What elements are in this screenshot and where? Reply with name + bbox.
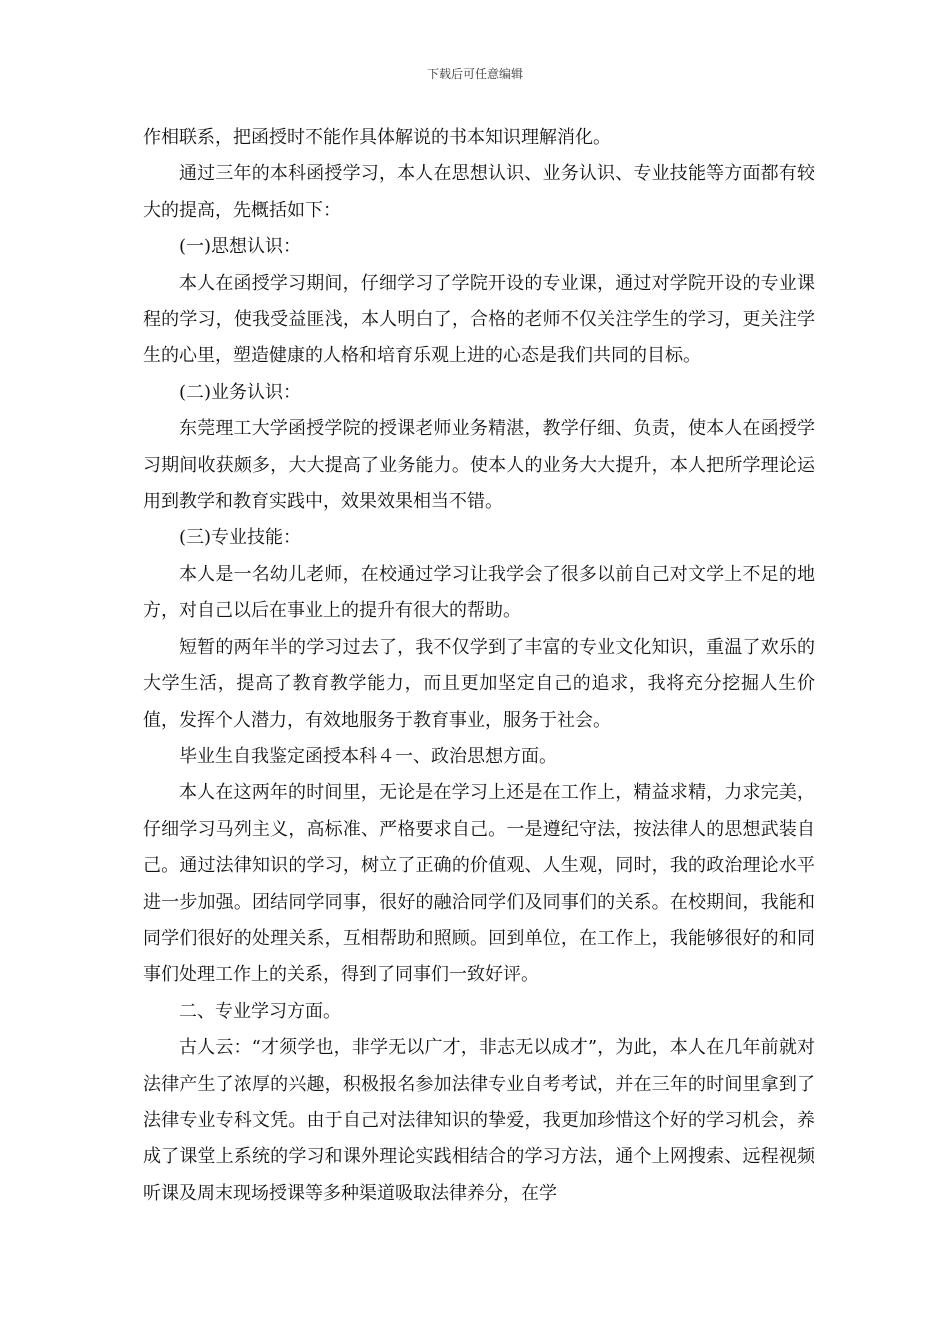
paragraph-2: 通过三年的本科函授学习，本人在思想认识、业务认识、专业技能等方面都有较大的提高，先概括如下：	[143, 163, 815, 221]
paragraph-8: 本人在这两年的时间里，无论是在学习上还是在工作上，精益求精，力求完美，仔细学习马列主义，高标准、严格要求自己。一是遵纪守法，按法律人的思想武装自己。通过法律知识的学习，树立了正确的价值观、人生观，同时，我的政治理论水平进一步加强。团结同学同事，很好的融洽同学们及同事们的关系。在校期间，我能和同学们很好的处理关系，互相帮助和照顾。回到单位，在工作上，我能够很好的和同事们处理工作上的关系，得到了同事们一致好评。	[143, 782, 815, 986]
paragraph-3: 本人在函授学习期间，仔细学习了学院开设的专业课，通过对学院开设的专业课程的学习，使我受益匪浅，本人明白了，合格的老师不仅关注学生的学习，更关注学生的心里，塑造健康的人格和培育乐观上进的心态是我们共同的目标。	[143, 272, 815, 367]
document-body	[143, 120, 815, 1212]
section-heading-skills: (三)专业技能：	[179, 527, 302, 549]
paragraph-7: 毕业生自我鉴定函授本科４一、政治思想方面。	[179, 745, 557, 767]
paragraph-1: 作相联系，把函授时不能作具体解说的书本知识理解消化。	[143, 127, 611, 148]
paragraph-9: 古人云：“才须学也，非学无以广才，非志无以成才”，为此，本人在几年前就对法律产生了浓厚的兴趣，积极报名参加法律专业自考考试，并在三年的时间里拿到了法律专业专科文凭。由于自己对法律知识的挚爱，我更加珍惜这个好的学习机会，养成了课堂上系统的学习和课外理论实践相结合的学习方法，通个上网搜索、远程视频听课及周末现场授课等多种渠道吸取法律养分，在学	[143, 1037, 815, 1204]
section-heading-business: (二)业务认识：	[179, 381, 302, 403]
paragraph-4: 东莞理工大学函授学院的授课老师业务精湛，教学仔细、负责，使本人在函授学习期间收获颇多，大大提高了业务能力。使本人的业务大大提升，本人把所学理论运用到教学和教育实践中，效果效果相当不错。	[143, 418, 815, 513]
section-heading-study: 二、专业学习方面。	[179, 1000, 341, 1022]
paragraph-5: 本人是一名幼儿老师，在校通过学习让我学会了很多以前自己对文学上不足的地方，对自己以后在事业上的提升有很大的帮助。	[143, 563, 815, 622]
section-heading-thought: (一)思想认识：	[179, 236, 302, 258]
paragraph-6: 短暂的两年半的学习过去了，我不仅学到了丰富的专业文化知识，重温了欢乐的大学生活，提高了教育教学能力，而且更加坚定自己的追求，我将充分挖掘人生价值，发挥个人潜力，有效地服务于教育事业，服务于社会。	[143, 636, 815, 731]
header-note: 下载后可任意编辑	[426, 67, 523, 81]
